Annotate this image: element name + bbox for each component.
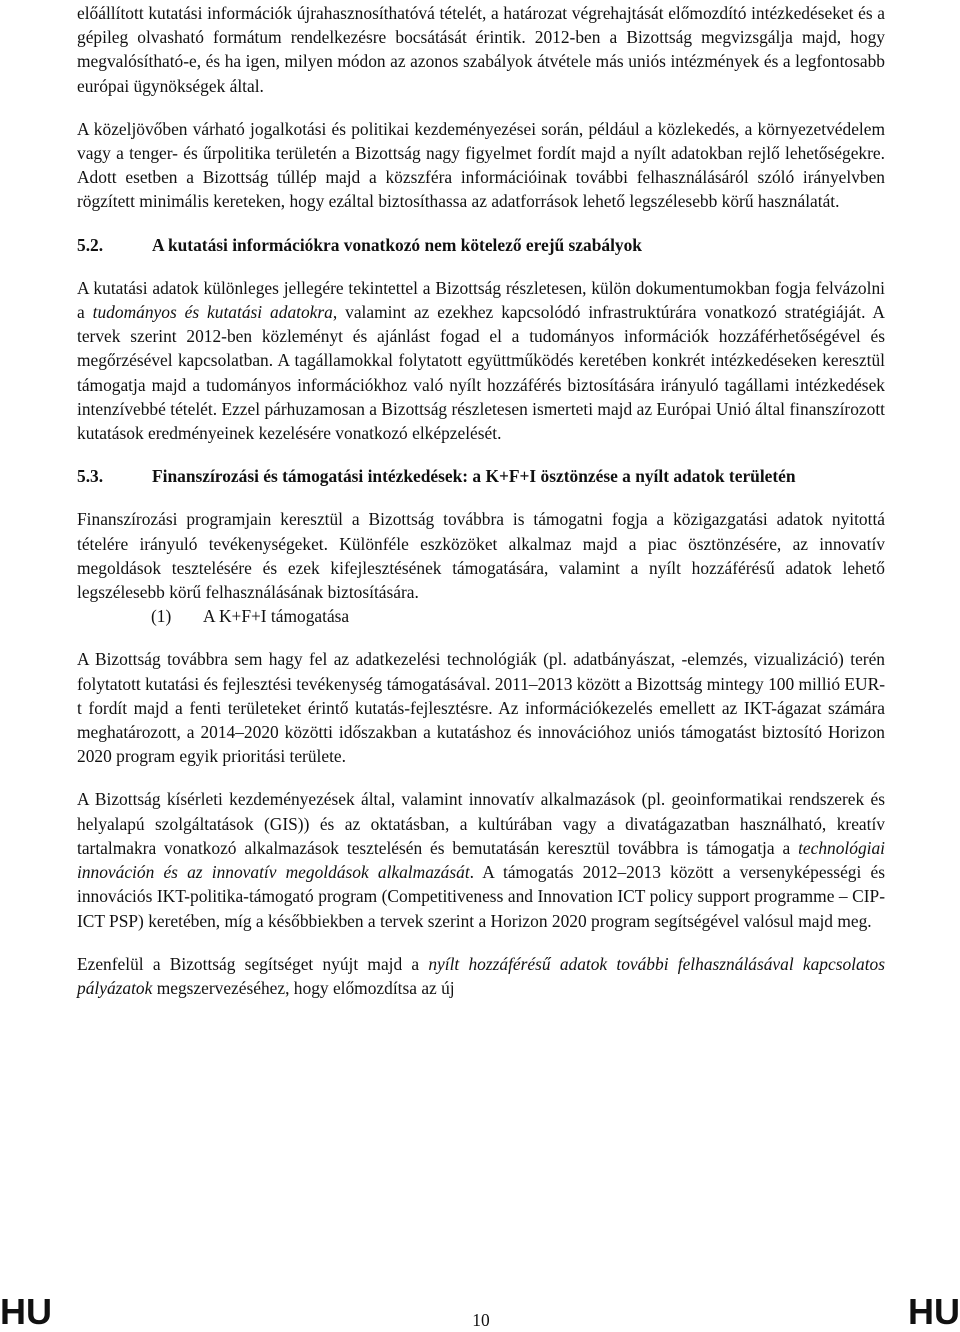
subsection-number: (1) bbox=[151, 606, 172, 627]
text-run: A Bizottság kísérleti kezdeményezések által, valamint innovatív alkalmazások (pl. geoinformatikai rendszerek és helyalapú szolgáltatások (GIS)) és az oktatásban, a kultúrában vagy a divatágazatban használható, kreatív tartalmakra vonatkozó alkalmazások tesztelésén és bemutatásán keresztül továbbra is támogatja a bbox=[77, 789, 885, 858]
emphasis-text: tudományos és kutatási adatokra bbox=[92, 302, 333, 323]
paragraph-funding: Finanszírozási programjain keresztül a Bizottság továbbra is támogatni fogja a közigazgatási adatok nyitottá tételére irányuló tevékenységeket. Különféle eszközöket alkalmaz majd a piac ösztönzésére, az innovatív megoldások tesztelésére és ezek kifejlesztésének támogatására, valamint a nyílt hozzáférésű adatok lehető legszélesebb körű felhasználásának biztosítására. bbox=[77, 509, 885, 603]
text-run: megszervezéséhez, hogy előmozdítsa az új bbox=[152, 977, 455, 998]
footer-language-right: HU bbox=[908, 1291, 960, 1332]
subsection-title: A K+F+I támogatása bbox=[203, 606, 350, 627]
section-number: 5.3. bbox=[77, 466, 104, 487]
document-body bbox=[77, 0, 885, 1000]
text-run: A kutatási adatok különleges jellegére tekintettel a Bizottság részletesen, külön dokumentumokban fogja felvázolni a bbox=[77, 277, 885, 323]
paragraph-legislative: A közeljövőben várható jogalkotási és politikai kezdeményezései során, például a közlekedés, a környezetvédelem vagy a tenger- és űrpolitika területén a Bizottság nagy figyelmet fordít majd a nyílt adatokban rejlő lehetőségekre. Adott esetben a Bizottság túllép majd a közszféra információinak további felhasználásáról szóló irányelvben rögzített minimális kereteken, hogy ezáltal biztosíthassa az adatforrások lehető legszélesebb körű használatát. bbox=[77, 118, 885, 212]
page-number: 10 bbox=[472, 1310, 490, 1330]
text-run: , valamint az ezekhez kapcsolódó infrastruktúrára vonatkozó stratégiáját. A tervek szerint 2012-ben közleményt és ajánlást fogad el a tudományos információk hozzáférhetőségével és megőrzésével kapcsolatban. A tagállamokkal folytatott együttműködés keretében konkrét intézkedéseken keresztül támogatja majd a tudományos információkhoz való nyílt hozzáférés biztosítására irányuló tagállami intézkedések intenzívebbé tételét. Ezzel párhuzamosan a Bizottság részletesen ismerteti majd az Európai Unió által finanszírozott kutatások eredményeinek kezelésére vonatkozó elképzelését. bbox=[77, 302, 885, 444]
text-run: Ezenfelül a Bizottság segítséget nyújt majd a bbox=[77, 953, 429, 974]
paragraph-competitions bbox=[77, 952, 885, 1000]
section-heading-5-2 bbox=[77, 233, 885, 257]
section-title: A kutatási információkra vonatkozó nem kötelező erejű szabályok bbox=[152, 234, 642, 255]
emphasis-text: nyílt hozzáférésű adatok további felhasználásával kapcsolatos pályázatok bbox=[77, 953, 886, 998]
emphasis-text: technológiai innováción és az innovatív megoldások alkalmazását bbox=[77, 837, 885, 883]
paragraph-research-data bbox=[77, 276, 885, 445]
paragraph-pilot-initiatives bbox=[77, 787, 885, 932]
subsection-heading-1 bbox=[77, 604, 885, 628]
paragraph-intro: előállított kutatási információk újrahasznosíthatóvá tételét, a határozat végrehajtását előmozdító intézkedéseket és a gépileg olvasható formátum rendelkezésre bocsátását érintik. 2012-ben a Bizottság megvizsgálja majd, hogy megvalósítható-e, és ha igen, milyen módon az azonos szabályok átvétele más uniós intézmények és a legfontosabb európai ügynökségek által. bbox=[77, 3, 885, 96]
text-run: . A támogatás 2012–2013 között a versenyképességi és innovációs IKT-politika-támogató program (Competitiveness and Innovation ICT policy support programme – CIP-ICT PSP) keretében, míg a későbbiekben a tervek szerint a Horizon 2020 program segítségével valósul majd meg. bbox=[77, 862, 885, 931]
footer-language-left: HU bbox=[0, 1291, 52, 1332]
section-number: 5.2. bbox=[77, 234, 104, 255]
section-title: Finanszírozási és támogatási intézkedések: a K+F+I ösztönzése a nyílt adatok területén bbox=[152, 466, 796, 487]
paragraph-rdi-support: A Bizottság továbbra sem hagy fel az adatkezelési technológiák (pl. adatbányászat, -elemzés, vizualizáció) terén folytatott kutatási és fejlesztési tevékenység támogatásával. 2011–2013 között a Bizottság mintegy 100 millió EUR-t fordít majd a fenti területeket érintő kutatás-fejlesztésre. Az információkezelés emellett az IKT-ágazat számára meghatározott, a 2014–2020 közötti időszakban a kutatáshoz és innovációhoz uniós támogatást biztosító Horizon 2020 program egyik prioritási területe. bbox=[77, 649, 885, 767]
section-heading-5-3 bbox=[77, 464, 885, 488]
